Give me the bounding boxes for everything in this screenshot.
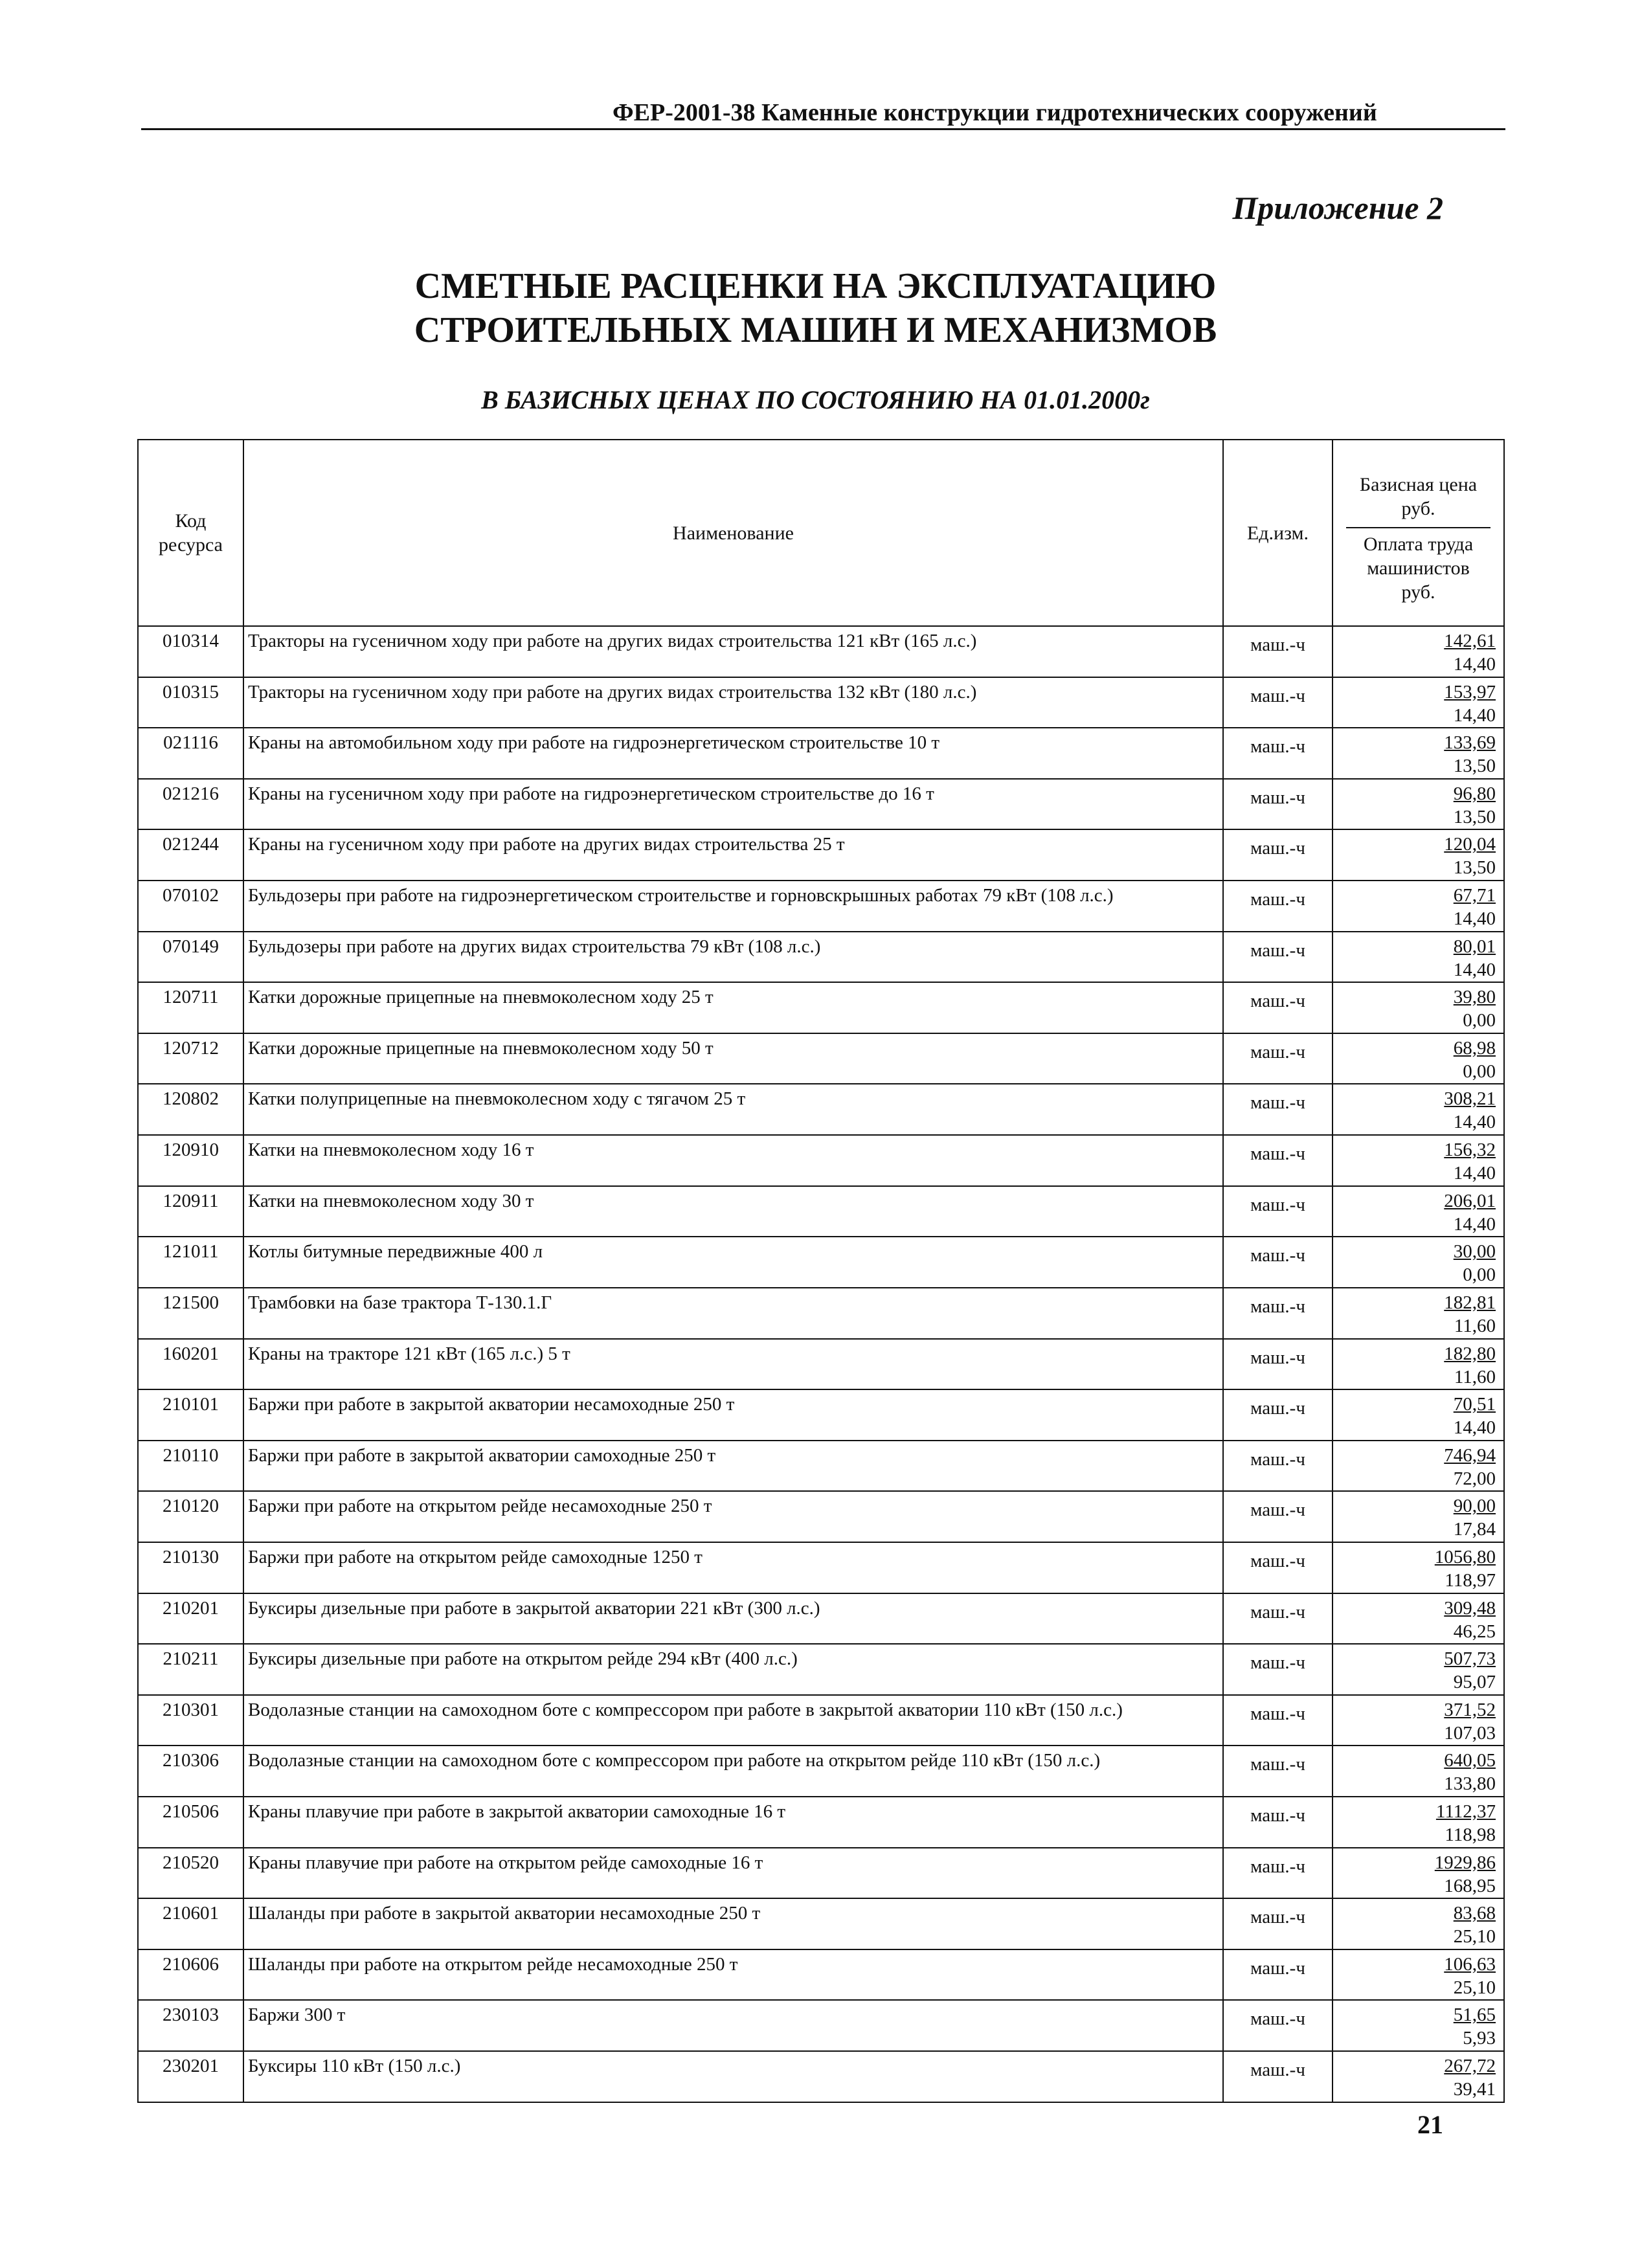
base-price: 96,80 (1453, 783, 1496, 804)
resource-name: Баржи при работе на открытом рейде несамоходные 250 т (243, 1491, 1223, 1542)
resource-name: Краны на тракторе 121 кВт (165 л.с.) 5 т (243, 1339, 1223, 1390)
header-price-base: Базисная цена руб. (1359, 473, 1478, 519)
table-row (138, 1186, 1504, 1237)
price-cell (1333, 1644, 1504, 1695)
price-cell (1333, 1949, 1504, 2001)
resource-name: Буксиры дизельные при работе на открытом рейде 294 кВт (400 л.с.) (243, 1644, 1223, 1695)
resource-code: 010315 (138, 677, 243, 728)
resource-code: 210201 (138, 1593, 243, 1645)
price-cell (1333, 1441, 1504, 1492)
operator-wage: 14,40 (1453, 1213, 1496, 1235)
price-cell (1333, 1135, 1504, 1186)
resource-name: Баржи при работе в закрытой акватории самоходные 250 т (243, 1441, 1223, 1492)
base-price: 90,00 (1453, 1496, 1496, 1517)
page-title-line-2: СТРОИТЕЛЬНЫХ МАШИН И МЕХАНИЗМОВ (414, 310, 1217, 350)
resource-name: Катки на пневмоколесном ходу 30 т (243, 1186, 1223, 1237)
resource-code: 210301 (138, 1695, 243, 1746)
table-row (138, 1441, 1504, 1492)
page-title (0, 264, 1631, 352)
unit-of-measure: маш.-ч (1223, 1746, 1333, 1797)
operator-wage: 14,40 (1453, 654, 1496, 675)
unit-of-measure: маш.-ч (1223, 1949, 1333, 2001)
base-price: 30,00 (1453, 1241, 1496, 1263)
table-row (138, 626, 1504, 677)
resource-code: 121500 (138, 1288, 243, 1339)
unit-of-measure: маш.-ч (1223, 1797, 1333, 1848)
operator-wage: 0,00 (1463, 1061, 1496, 1082)
table-row (138, 1542, 1504, 1593)
resource-name: Баржи при работе в закрытой акватории несамоходные 250 т (243, 1389, 1223, 1441)
resource-code: 120802 (138, 1084, 243, 1135)
header-price-wage: Оплата труда машинистов руб. (1346, 527, 1490, 607)
resource-code: 210520 (138, 1848, 243, 1899)
base-price: 1112,37 (1435, 1801, 1496, 1823)
operator-wage: 0,00 (1463, 1010, 1496, 1031)
resource-code: 210101 (138, 1389, 243, 1441)
unit-of-measure: маш.-ч (1223, 2000, 1333, 2051)
resource-code: 021216 (138, 779, 243, 830)
resource-code: 230201 (138, 2051, 243, 2102)
base-price: 309,48 (1444, 1597, 1496, 1619)
resource-code: 120711 (138, 982, 243, 1033)
unit-of-measure: маш.-ч (1223, 1644, 1333, 1695)
page-subtitle: В БАЗИСНЫХ ЦЕНАХ ПО СОСТОЯНИЮ НА 01.01.2000г (481, 385, 1150, 414)
operator-wage: 25,10 (1453, 1926, 1496, 1948)
unit-of-measure: маш.-ч (1223, 881, 1333, 932)
resource-name: Катки дорожные прицепные на пневмоколесном ходу 25 т (243, 982, 1223, 1033)
resource-code: 070102 (138, 881, 243, 932)
unit-of-measure: маш.-ч (1223, 1237, 1333, 1288)
price-cell (1333, 779, 1504, 830)
price-cell (1333, 1746, 1504, 1797)
header-code: Код ресурса (138, 440, 243, 626)
table-row (138, 1339, 1504, 1390)
resource-code: 210601 (138, 1898, 243, 1949)
table-row (138, 1695, 1504, 1746)
price-cell (1333, 982, 1504, 1033)
unit-of-measure: маш.-ч (1223, 1339, 1333, 1390)
table-row (138, 1797, 1504, 1848)
resource-code: 120910 (138, 1135, 243, 1186)
resource-code: 021116 (138, 728, 243, 779)
operator-wage: 118,97 (1445, 1569, 1496, 1591)
resource-name: Шаланды при работе на открытом рейде несамоходные 250 т (243, 1949, 1223, 2001)
rates-table (137, 439, 1505, 2103)
operator-wage: 13,50 (1453, 857, 1496, 879)
unit-of-measure: маш.-ч (1223, 2051, 1333, 2102)
resource-name: Водолазные станции на самоходном боте с компрессором при работе на открытом рейде 110 кВт (150 л.с.) (243, 1746, 1223, 1797)
price-cell (1333, 1542, 1504, 1593)
resource-code: 120712 (138, 1033, 243, 1084)
resource-name: Буксиры 110 кВт (150 л.с.) (243, 2051, 1223, 2102)
resource-code: 210130 (138, 1542, 243, 1593)
resource-code: 121011 (138, 1237, 243, 1288)
operator-wage: 118,98 (1445, 1825, 1496, 1846)
price-cell (1333, 1848, 1504, 1899)
unit-of-measure: маш.-ч (1223, 829, 1333, 881)
table-row (138, 1949, 1504, 2001)
base-price: 1056,80 (1434, 1546, 1496, 1567)
price-cell (1333, 1593, 1504, 1645)
table-row (138, 1084, 1504, 1135)
table-row (138, 1288, 1504, 1339)
operator-wage: 14,40 (1453, 959, 1496, 980)
price-cell (1333, 1898, 1504, 1949)
operator-wage: 25,10 (1453, 1977, 1496, 1998)
operator-wage: 11,60 (1454, 1366, 1496, 1387)
base-price: 51,65 (1453, 2004, 1496, 2026)
unit-of-measure: маш.-ч (1223, 1491, 1333, 1542)
resource-code: 210606 (138, 1949, 243, 2001)
price-cell (1333, 1186, 1504, 1237)
operator-wage: 14,40 (1453, 1163, 1496, 1184)
table-row (138, 982, 1504, 1033)
operator-wage: 95,07 (1453, 1672, 1496, 1693)
unit-of-measure: маш.-ч (1223, 1084, 1333, 1135)
header-unit: Ед.изм. (1223, 440, 1333, 626)
resource-name: Котлы битумные передвижные 400 л (243, 1237, 1223, 1288)
unit-of-measure: маш.-ч (1223, 626, 1333, 677)
table-row (138, 932, 1504, 983)
price-cell (1333, 1288, 1504, 1339)
price-cell (1333, 1033, 1504, 1084)
base-price: 371,52 (1444, 1699, 1496, 1720)
price-cell (1333, 1084, 1504, 1135)
table-row (138, 1593, 1504, 1645)
resource-code: 230103 (138, 2000, 243, 2051)
table-row (138, 1746, 1504, 1797)
base-price: 1929,86 (1434, 1852, 1496, 1873)
unit-of-measure: маш.-ч (1223, 1898, 1333, 1949)
base-price: 308,21 (1444, 1088, 1496, 1110)
operator-wage: 11,60 (1454, 1315, 1496, 1336)
unit-of-measure: маш.-ч (1223, 1389, 1333, 1441)
price-cell (1333, 2000, 1504, 2051)
operator-wage: 0,00 (1463, 1264, 1496, 1286)
operator-wage: 13,50 (1453, 806, 1496, 827)
table-row (138, 1135, 1504, 1186)
resource-code: 160201 (138, 1339, 243, 1390)
resource-name: Краны на гусеничном ходу при работе на других видах строительства 25 т (243, 829, 1223, 881)
price-cell (1333, 881, 1504, 932)
operator-wage: 107,03 (1444, 1722, 1496, 1744)
table-row (138, 1848, 1504, 1899)
unit-of-measure: маш.-ч (1223, 1288, 1333, 1339)
table-row (138, 1644, 1504, 1695)
unit-of-measure: маш.-ч (1223, 779, 1333, 830)
resource-code: 070149 (138, 932, 243, 983)
table-row (138, 2000, 1504, 2051)
operator-wage: 133,80 (1444, 1773, 1496, 1795)
operator-wage: 13,50 (1453, 756, 1496, 777)
operator-wage: 14,40 (1453, 704, 1496, 726)
operator-wage: 17,84 (1453, 1519, 1496, 1540)
resource-name: Баржи при работе на открытом рейде самоходные 1250 т (243, 1542, 1223, 1593)
header-rule (141, 128, 1505, 130)
operator-wage: 46,25 (1453, 1621, 1496, 1642)
resource-code: 210506 (138, 1797, 243, 1848)
price-cell (1333, 1389, 1504, 1441)
table-header-row (138, 440, 1504, 626)
table-row (138, 1491, 1504, 1542)
resource-name: Краны на автомобильном ходу при работе на гидроэнергетическом строительстве 10 т (243, 728, 1223, 779)
price-cell (1333, 1237, 1504, 1288)
table-row (138, 2051, 1504, 2102)
base-price: 133,69 (1444, 732, 1496, 754)
resource-code: 120911 (138, 1186, 243, 1237)
price-cell (1333, 626, 1504, 677)
unit-of-measure: маш.-ч (1223, 1441, 1333, 1492)
resource-name: Трамбовки на базе трактора Т-130.1.Г (243, 1288, 1223, 1339)
resource-name: Баржи 300 т (243, 2000, 1223, 2051)
document-header-title: ФЕР-2001-38 Каменные конструкции гидротехнических сооружений (613, 99, 1377, 126)
resource-name: Бульдозеры при работе на гидроэнергетическом строительстве и горновскрышных работах 79 кВт (108 л.с.) (243, 881, 1223, 932)
unit-of-measure: маш.-ч (1223, 1033, 1333, 1084)
operator-wage: 14,40 (1453, 1112, 1496, 1133)
price-cell (1333, 728, 1504, 779)
price-cell (1333, 1695, 1504, 1746)
resource-name: Катки дорожные прицепные на пневмоколесном ходу 50 т (243, 1033, 1223, 1084)
resource-name: Краны плавучие при работе на открытом рейде самоходные 16 т (243, 1848, 1223, 1899)
resource-name: Шаланды при работе в закрытой акватории несамоходные 250 т (243, 1898, 1223, 1949)
base-price: 83,68 (1453, 1903, 1496, 1924)
appendix-label: Приложение 2 (1232, 190, 1443, 226)
resource-code: 021244 (138, 829, 243, 881)
resource-code: 210211 (138, 1644, 243, 1695)
unit-of-measure: маш.-ч (1223, 677, 1333, 728)
operator-wage: 39,41 (1453, 2079, 1496, 2100)
price-cell (1333, 1491, 1504, 1542)
resource-code: 210306 (138, 1746, 243, 1797)
base-price: 206,01 (1444, 1190, 1496, 1211)
table-row (138, 1898, 1504, 1949)
header-price (1333, 440, 1504, 626)
unit-of-measure: маш.-ч (1223, 1593, 1333, 1645)
base-price: 39,80 (1453, 987, 1496, 1008)
resource-name: Буксиры дизельные при работе в закрытой акватории 221 кВт (300 л.с.) (243, 1593, 1223, 1645)
operator-wage: 168,95 (1444, 1875, 1496, 1896)
price-cell (1333, 677, 1504, 728)
table-row (138, 1237, 1504, 1288)
resource-name: Бульдозеры при работе на других видах строительства 79 кВт (108 л.с.) (243, 932, 1223, 983)
resource-name: Тракторы на гусеничном ходу при работе на других видах строительства 132 кВт (180 л.с.) (243, 677, 1223, 728)
unit-of-measure: маш.-ч (1223, 1848, 1333, 1899)
base-price: 640,05 (1444, 1750, 1496, 1771)
page-number: 21 (1417, 2110, 1443, 2139)
unit-of-measure: маш.-ч (1223, 982, 1333, 1033)
header-name: Наименование (243, 440, 1223, 626)
base-price: 106,63 (1444, 1953, 1496, 1975)
price-cell (1333, 2051, 1504, 2102)
unit-of-measure: маш.-ч (1223, 728, 1333, 779)
base-price: 156,32 (1444, 1140, 1496, 1161)
resource-code: 010314 (138, 626, 243, 677)
unit-of-measure: маш.-ч (1223, 1542, 1333, 1593)
table-row (138, 728, 1504, 779)
operator-wage: 5,93 (1463, 2028, 1496, 2049)
table-row (138, 779, 1504, 830)
table-row (138, 1033, 1504, 1084)
resource-name: Краны на гусеничном ходу при работе на гидроэнергетическом строительстве до 16 т (243, 779, 1223, 830)
operator-wage: 14,40 (1453, 1417, 1496, 1439)
operator-wage: 14,40 (1453, 908, 1496, 930)
base-price: 70,51 (1453, 1394, 1496, 1415)
resource-name: Катки полуприцепные на пневмоколесном ходу с тягачом 25 т (243, 1084, 1223, 1135)
unit-of-measure: маш.-ч (1223, 1695, 1333, 1746)
table-row (138, 1389, 1504, 1441)
price-cell (1333, 1797, 1504, 1848)
resource-code: 210120 (138, 1491, 243, 1542)
base-price: 68,98 (1453, 1037, 1496, 1059)
unit-of-measure: маш.-ч (1223, 1186, 1333, 1237)
base-price: 267,72 (1444, 2056, 1496, 2077)
price-cell (1333, 829, 1504, 881)
resource-name: Краны плавучие при работе в закрытой акватории самоходные 16 т (243, 1797, 1223, 1848)
price-cell (1333, 1339, 1504, 1390)
resource-name: Катки на пневмоколесном ходу 16 т (243, 1135, 1223, 1186)
unit-of-measure: маш.-ч (1223, 932, 1333, 983)
unit-of-measure: маш.-ч (1223, 1135, 1333, 1186)
base-price: 182,80 (1444, 1343, 1496, 1364)
base-price: 67,71 (1453, 885, 1496, 906)
resource-code: 210110 (138, 1441, 243, 1492)
base-price: 507,73 (1444, 1648, 1496, 1670)
base-price: 153,97 (1444, 681, 1496, 702)
table-row (138, 881, 1504, 932)
page-title-line-1: СМЕТНЫЕ РАСЦЕНКИ НА ЭКСПЛУАТАЦИЮ (414, 266, 1217, 306)
base-price: 80,01 (1453, 936, 1496, 957)
table-row (138, 829, 1504, 881)
resource-name: Водолазные станции на самоходном боте с компрессором при работе в закрытой акватории 110 кВт (150 л.с.) (243, 1695, 1223, 1746)
base-price: 182,81 (1444, 1292, 1496, 1313)
base-price: 120,04 (1444, 834, 1496, 855)
resource-name: Тракторы на гусеничном ходу при работе на других видах строительства 121 кВт (165 л.с.) (243, 626, 1223, 677)
base-price: 746,94 (1444, 1444, 1496, 1466)
operator-wage: 72,00 (1453, 1468, 1496, 1489)
table-row (138, 677, 1504, 728)
price-cell (1333, 932, 1504, 983)
base-price: 142,61 (1444, 631, 1496, 651)
